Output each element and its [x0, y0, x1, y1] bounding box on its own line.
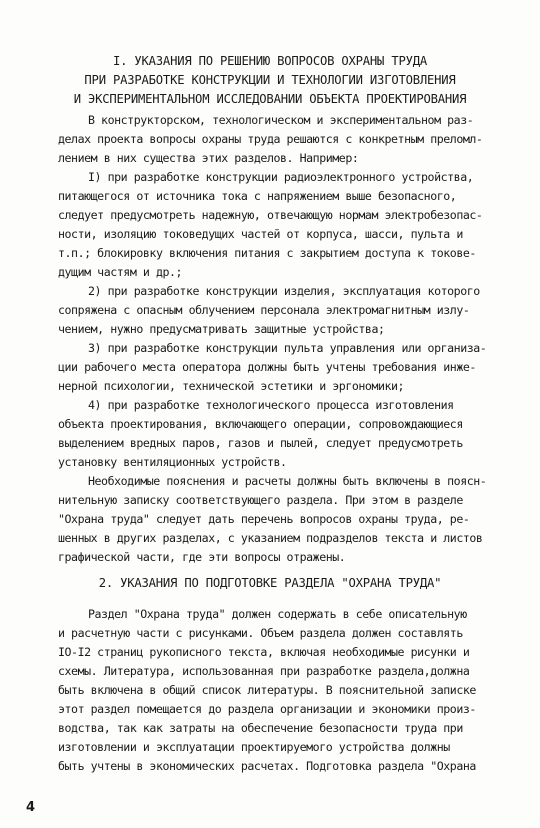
- page-number: 4: [26, 800, 36, 815]
- section-1-line: питающегося от источника тока с напряжением выше безопасного,: [58, 189, 457, 203]
- section-1-line: установку вентиляционных устройств.: [58, 455, 287, 469]
- section-1-line: делах проекта вопросы охраны труда решаются с конкретным преломл-: [58, 132, 483, 146]
- section-2-line: Раздел "Охрана труда" должен содержать в себе описательную: [88, 607, 467, 621]
- section-1-line: 4) при разработке технологического процесса изготовления: [88, 398, 454, 412]
- section-2-line: этот раздел помещается до раздела организации и экономики произ-: [58, 702, 476, 716]
- section-2-line: изготовлении и эксплуатации проектируемого устройства должны: [58, 740, 450, 754]
- section-1-line: графической части, где эти вопросы отражены.: [58, 550, 346, 564]
- section-1-line: выделением вредных паров, газов и пылей, следует предусмотреть: [58, 436, 463, 450]
- section-1-line: I) при разработке конструкции радиоэлектронного устройства,: [88, 170, 474, 184]
- section-2-line: схемы. Литература, использованная при разработке раздела,должна: [58, 664, 470, 678]
- section-1-line: ции рабочего места оператора должны быть учтены требования инже-: [58, 360, 476, 374]
- section-1-line: нительную записку соответствующего раздела. При этом в разделе: [58, 493, 463, 507]
- section-1-line: сопряжена с опасным облучением персонала электромагнитным излу-: [58, 303, 470, 317]
- section-1-line: чением, нужно предусматривать защитные устройства;: [58, 322, 385, 336]
- section-1-line: нерной психологии, технической эстетики и эргономики;: [58, 379, 405, 393]
- section-1-line: лением в них существа этих разделов. Например:: [58, 151, 359, 165]
- section-1-line: Необходимые пояснения и расчеты должны быть включены в поясн-: [88, 474, 487, 488]
- section-1-line: 3) при разработке конструкции пульта управления или организа-: [88, 341, 487, 355]
- section-1-title-line-3: И ЭКСПЕРИМЕНТАЛЬНОМ ИССЛЕДОВАНИИ ОБЪЕКТА ПРОЕКТИРОВАНИЯ: [73, 92, 467, 106]
- section-1-heading: [0, 52, 540, 109]
- section-1-line: 2) при разработке конструкции изделия, эксплуатация которого: [88, 284, 480, 298]
- section-2-line: водства, так как затраты на обеспечение безопасности труда при: [58, 721, 463, 735]
- section-1-title-line-1: I. УКАЗАНИЯ ПО РЕШЕНИЮ ВОПРОСОВ ОХРАНЫ ТРУДА: [112, 54, 428, 68]
- section-1-line: дущим частям и др.;: [58, 265, 183, 279]
- section-2-line: быть учтены в экономических расчетах. Подготовка раздела "Охрана: [58, 759, 476, 773]
- section-2-line: быть включена в общий список литературы. В пояснительной записке: [58, 683, 476, 697]
- section-1-line: шенных в других разделах, с указанием подразделов текста и листов: [58, 531, 483, 545]
- section-1-line: объекта проектирования, включающего операции, сопровождающиеся: [58, 417, 463, 431]
- section-1-title-line-2: ПРИ РАЗРАБОТКЕ КОНСТРУКЦИИ И ТЕХНОЛОГИИ ИЗГОТОВЛЕНИЯ: [84, 73, 456, 87]
- section-1-line: "Охрана труда" следует дать перечень вопросов охраны труда, ре-: [58, 512, 470, 526]
- section-1-line: т.п.; блокировку включения питания с закрытием доступа к токове-: [58, 246, 476, 260]
- section-2-heading: 2. УКАЗАНИЯ ПО ПОДГОТОВКЕ РАЗДЕЛА "ОХРАНА ТРУДА": [98, 576, 442, 590]
- section-1-line: следует предусмотреть надежную, отвечающую нормам электробезопас-: [58, 208, 483, 222]
- section-1-line: ности, изоляцию токоведущих частей от корпуса, шасси, пульта и: [58, 227, 463, 241]
- section-2-line: и расчетную части с рисунками. Объем раздела должен составлять: [58, 626, 463, 640]
- section-2-line: IO-I2 страниц рукописного текста, включая необходимые рисунки и: [58, 645, 470, 659]
- section-1-line: В конструкторском, технологическом и экспериментальном раз-: [88, 113, 474, 127]
